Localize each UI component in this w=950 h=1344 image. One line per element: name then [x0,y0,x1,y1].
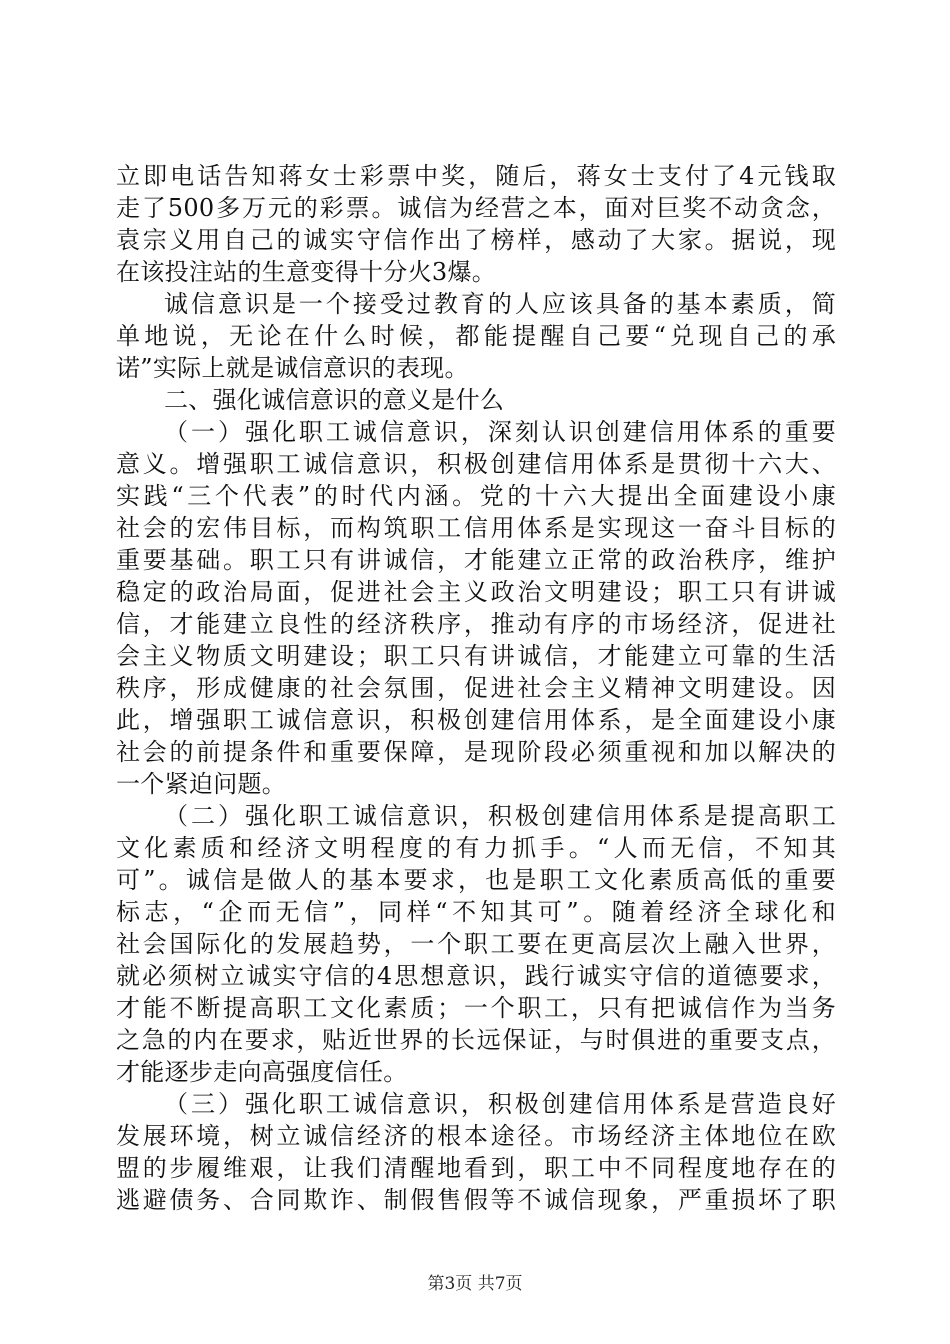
text-line: 之急的内在要求，贴近世界的长远保证，与时俱进的重要支点， [116,1026,836,1054]
text-line: （二）强化职工诚信意识，积极创建信用体系是提高职工 [164,802,836,830]
text-line: 才能逐步走向高强度信任。 [116,1058,408,1086]
text-line: 重要基础。职工只有讲诚信，才能建立正常的政治秩序，维护 [116,546,836,574]
text-line: 信，才能建立良性的经济秩序，推动有序的市场经济，促进社 [116,610,836,638]
text-line: 袁宗义用自己的诚实守信作出了榜样，感动了大家。据说，现 [116,226,836,254]
document-body [116,160,836,1216]
text-line: 社会的宏伟目标，而构筑职工信用体系是实现这一奋斗目标的 [116,514,836,542]
text-line: 走了500多万元的彩票。诚信为经营之本，面对巨奖不动贪念， [116,194,836,222]
text-line: （三）强化职工诚信意识，积极创建信用体系是营造良好 [164,1090,836,1118]
text-line: 标志，“企而无信”，同样“不知其可”。随着经济全球化和 [116,898,836,926]
text-line: 社会国际化的发展趋势，一个职工要在更高层次上融入世界， [116,930,836,958]
page-footer: 第3页 共7页 [427,1274,523,1294]
text-line: 可”。诚信是做人的基本要求，也是职工文化素质高低的重要 [116,866,836,894]
text-line: 盟的步履维艰，让我们清醒地看到，职工中不同程度地存在的 [116,1154,836,1182]
text-line: 文化素质和经济文明程度的有力抓手。“人而无信，不知其 [116,834,836,862]
text-line: 二、强化诚信意识的意义是什么 [164,386,505,414]
text-line: 会主义物质文明建设；职工只有讲诚信，才能建立可靠的生活 [116,642,836,670]
text-line: 秩序，形成健康的社会氛围，促进社会主义精神文明建设。因 [116,674,836,702]
text-line: 逃避债务、合同欺诈、制假售假等不诚信现象，严重损坏了职 [116,1186,836,1214]
text-line: 发展环境，树立诚信经济的根本途径。市场经济主体地位在欧 [116,1122,836,1150]
text-line: 单地说，无论在什么时候，都能提醒自己要“兑现自己的承 [116,322,836,350]
text-line: 意义。增强职工诚信意识，积极创建信用体系是贯彻十六大、 [116,450,836,478]
text-line: 才能不断提高职工文化素质；一个职工，只有把诚信作为当务 [116,994,836,1022]
text-line: 稳定的政治局面，促进社会主义政治文明建设；职工只有讲诚 [116,578,836,606]
text-line: 实践“三个代表”的时代内涵。党的十六大提出全面建设小康 [116,482,836,510]
text-line: （一）强化职工诚信意识，深刻认识创建信用体系的重要 [164,418,836,446]
text-line: 在该投注站的生意变得十分火3爆。 [116,258,497,286]
text-line: 社会的前提条件和重要保障，是现阶段必须重视和加以解决的 [116,738,836,766]
text-line: 此，增强职工诚信意识，积极创建信用体系，是全面建设小康 [116,706,836,734]
text-line: 立即电话告知蒋女士彩票中奖，随后，蒋女士支付了4元钱取 [116,162,836,190]
text-line: 诺”实际上就是诚信意识的表现。 [116,354,469,382]
text-line: 一个紧迫问题。 [116,770,287,798]
text-line: 诚信意识是一个接受过教育的人应该具备的基本素质，简 [164,290,836,318]
text-line: 就必须树立诚实守信的4思想意识，践行诚实守信的道德要求， [116,962,836,990]
